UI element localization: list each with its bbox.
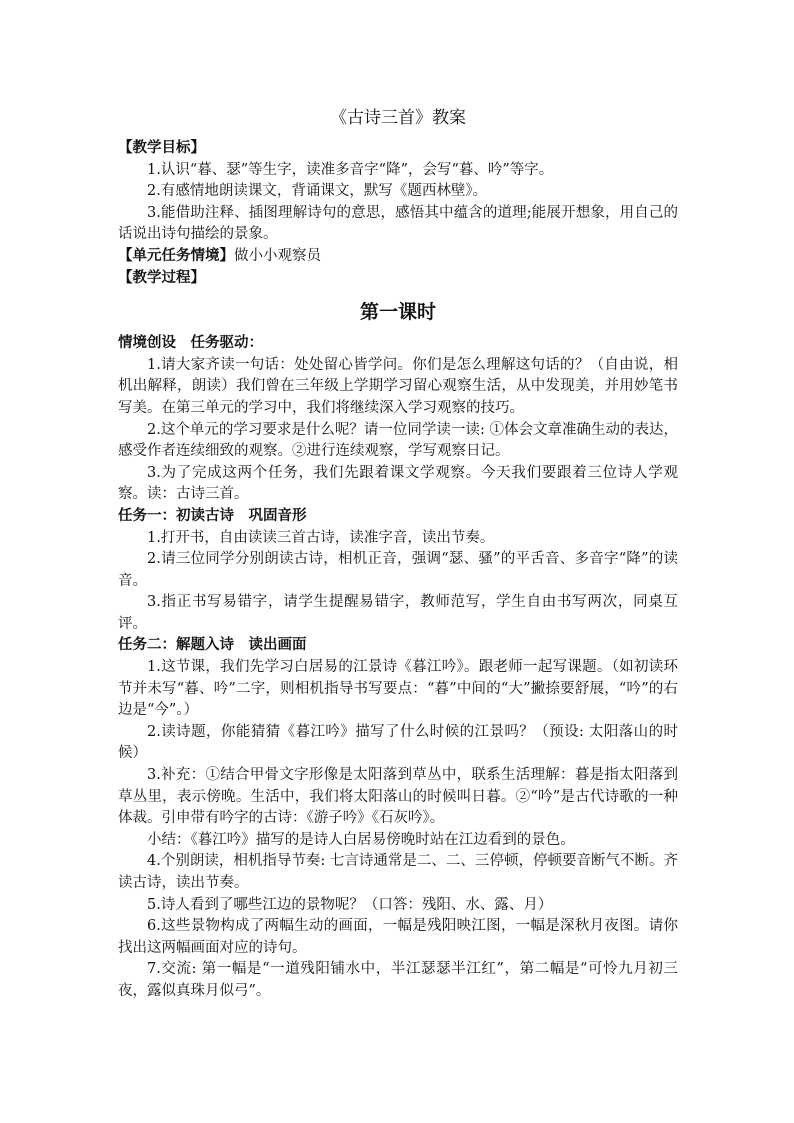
section-heading: 任务一：初读古诗 巩固音形 [118,507,307,524]
document-title: 《古诗三首》教案 [330,108,466,128]
unit-task-text: 做小小观察员 [234,247,321,264]
unit-task-heading: 【单元任务情境】 [118,247,234,264]
paragraph: 3.指正书写易错字，请学生提醒易错字，教师范写，学生自由书写两次，同桌互评。 [118,594,678,632]
paragraph: 7.交流: 第一幅是“一道残阳铺水中，半江瑟瑟半江红”，第二幅是“可怜九月初三夜，露似真珠月似弓”。 [118,961,678,999]
section-heading: 情境创设 任务驱动： [118,335,263,352]
paragraph: 2.请三位同学分别朗读古诗，相机正音，强调“瑟、骚”的平舌音、多音字“降”的读音。 [118,551,678,589]
paragraph: 4.个别朗读，相机指导节奏: 七言诗通常是二、二、三停顿，停顿要音断气不断。齐读古诗，读出节奏。 [118,853,678,891]
paragraph: 3.为了完成这两个任务，我们先跟着课文学观察。今天我们要跟着三位诗人学观察。读：古诗三首。 [118,464,678,503]
goal-item: 1.认识“暮、瑟”等生字，读准多音字“降”，会写“暮、吟”等字。 [147,161,554,178]
paragraph: 小结：《暮江吟》描写的是诗人白居易傍晚时站在江边看到的景色。 [147,831,575,848]
section-heading: 任务二：解题入诗 读出画面 [118,637,307,654]
goals-heading: 【教学目标】 [118,140,205,156]
paragraph: 6.这些景物构成了两幅生动的画面，一幅是残阳映江图，一幅是深秋月夜图。请你找出这两幅画面对应的诗句。 [118,918,678,956]
goal-item: 2.有感情地朗读课文，背诵课文，默写《题西林壁》。 [147,183,488,200]
paragraph: 1.请大家齐读一句话：处处留心皆学问。你们是怎么理解这句话的？（自由说，相机出解释，朗读）我们曾在三年级上学期学习留心观察生活，从中发现美，并用妙笔书写美。在第三单元的学习中，我们将继续深入学习观察的技巧。 [118,356,678,416]
goal-item: 3.能借助注释、插图理解诗句的意思，感悟其中蕴含的道理;能展开想象，用自己的话说出诗句描绘的景象。 [118,204,678,243]
lesson-title: 第一课时 [359,301,436,324]
lesson-plan-page [118,104,678,1003]
paragraph: 1.打开书，自由读读三首古诗，读准字音，读出节奏。 [147,529,495,546]
process-heading: 【教学过程】 [118,269,205,286]
paragraph: 3.补充：①结合甲骨文字形像是太阳落到草丛中，联系生活理解：暮是指太阳落到草丛里，表示傍晚。生活中，我们将太阳落山的时候叫日暮。②“吟”是古代诗歌的一种体裁。引申带有吟字的古诗：《游子吟》《石灰吟》。 [118,767,678,827]
paragraph: 2.这个单元的学习要求是什么呢？请一位同学读一读: ①体会文章准确生动的表达，感受作者连续细致的观察。②进行连续观察，学写观察日记。 [118,421,678,460]
paragraph: 2.读诗题，你能猜猜《暮江吟》描写了什么时候的江景吗？（预设: 太阳落山的时候） [118,723,678,762]
unit-task-line [118,246,678,268]
paragraph: 5.诗人看到了哪些江边的景物呢？（口答：残阳、水、露、月） [147,896,553,913]
paragraph: 1.这节课，我们先学习白居易的江景诗《暮江吟》。跟老师一起写课题。（如初读环节并未写“暮、吟”二字，则相机指导书写要点：“暮”中间的“大”撇捺要舒展，“吟”的右边是“今”。） [118,659,678,719]
